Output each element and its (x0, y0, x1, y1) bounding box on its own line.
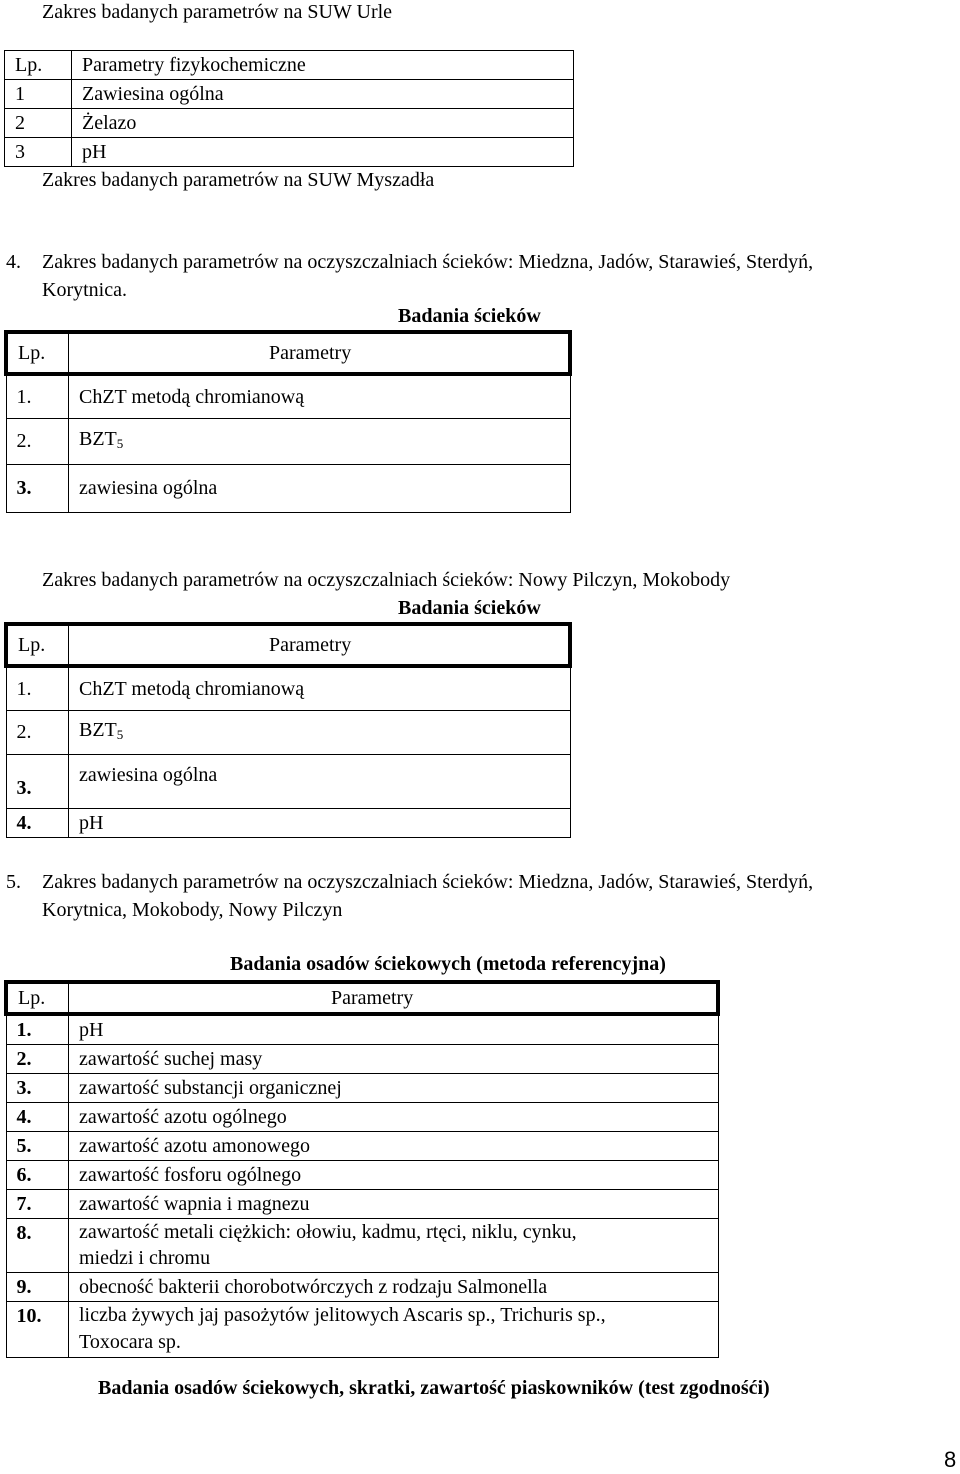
lp-header: Lp. (5, 51, 72, 80)
param-cell: Zawiesina ogólna (72, 80, 574, 109)
section-4b-caption: Badania ścieków (398, 597, 541, 619)
lp-header: Lp. (6, 982, 69, 1014)
lp-cell: 3. (6, 464, 69, 512)
lp-header: Lp. (6, 624, 69, 666)
param-cell: obecność bakterii chorobotwórczych z rodzaju Salmonella (69, 1273, 719, 1302)
page-number: 8 (944, 1447, 957, 1472)
param-cell: zawartość wapnia i magnezu (69, 1190, 719, 1219)
lp-cell: 2 (5, 109, 72, 138)
param-cell: zawartość fosforu ogólnego (69, 1161, 719, 1190)
footer-caption: Badania osadów ściekowych, skratki, zawartość piaskowników (test zgodnośći) (98, 1377, 770, 1399)
section-5-title-line2: Korytnica, Mokobody, Nowy Pilczyn (42, 899, 343, 921)
lp-cell: 3 (5, 138, 72, 167)
lp-cell: 2. (6, 710, 69, 754)
section-4-title-line1: Zakres badanych parametrów na oczyszczalniach ścieków: Miedzna, Jadów, Starawieś, Sterdyń, (42, 251, 814, 273)
param-cell: zawartość suchej masy (69, 1045, 719, 1074)
lp-cell: 3. (6, 754, 69, 808)
param-header: Parametry (69, 624, 571, 666)
section-4-title-line2: Korytnica. (42, 279, 127, 301)
section-5-number: 5. (6, 871, 21, 893)
lp-cell: 3. (6, 1074, 69, 1103)
param-cell: $BZT_5$ (69, 710, 571, 754)
param-cell: zawiesina ogólna (69, 464, 571, 512)
lp-cell: 1. (6, 666, 69, 710)
lp-cell: 1. (6, 1014, 69, 1045)
lp-header: Lp. (6, 332, 69, 374)
param-cell: pH (69, 1014, 719, 1045)
lp-cell: 1 (5, 80, 72, 109)
param-cell: ChZT metodą chromianową (69, 374, 571, 418)
param-cell: zawartość substancji organicznej (69, 1074, 719, 1103)
section-4-table (4, 330, 572, 513)
suw-urle-table (4, 50, 574, 167)
param-cell: pH (69, 808, 571, 837)
lp-cell: 5. (6, 1132, 69, 1161)
lp-cell: 8. (6, 1219, 69, 1273)
param-header: Parametry (69, 982, 719, 1014)
param-cell: zawartość metali ciężkich: ołowiu, kadmu, rtęci, niklu, cynku, miedzi i chromu (69, 1219, 719, 1273)
section-5-title-line1: Zakres badanych parametrów na oczyszczalniach ścieków: Miedzna, Jadów, Starawieś, Sterdyń, (42, 871, 814, 893)
lp-cell: 6. (6, 1161, 69, 1190)
param-cell: $BZT_5$ (69, 418, 571, 464)
suw-myszadla-title: Zakres badanych parametrów na SUW Myszadła (42, 169, 435, 191)
section-4-number: 4. (6, 251, 21, 273)
lp-cell: 2. (6, 1045, 69, 1074)
param-cell: zawartość azotu amonowego (69, 1132, 719, 1161)
lp-cell: 9. (6, 1273, 69, 1302)
section-4-caption: Badania ścieków (398, 305, 541, 327)
lp-cell: 2. (6, 418, 69, 464)
param-cell: zawiesina ogólna (69, 754, 571, 808)
section-4b-table (4, 622, 572, 838)
section-5-caption: Badania osadów ściekowych (metoda referencyjna) (230, 953, 666, 975)
param-cell: pH (72, 138, 574, 167)
lp-cell: 7. (6, 1190, 69, 1219)
param-cell: zawartość azotu ogólnego (69, 1103, 719, 1132)
lp-cell: 10. (6, 1302, 69, 1358)
param-cell: ChZT metodą chromianową (69, 666, 571, 710)
param-header: Parametry fizykochemiczne (72, 51, 574, 80)
param-header: Parametry (69, 332, 571, 374)
param-cell: liczba żywych jaj pasożytów jelitowych Ascaris sp., Trichuris sp., Toxocara sp. (69, 1302, 719, 1358)
param-cell: Żelazo (72, 109, 574, 138)
suw-urle-title: Zakres badanych parametrów na SUW Urle (42, 1, 393, 23)
section-4b-title: Zakres badanych parametrów na oczyszczalniach ścieków: Nowy Pilczyn, Mokobody (42, 569, 731, 591)
lp-cell: 4. (6, 808, 69, 837)
lp-cell: 4. (6, 1103, 69, 1132)
section-5-table (4, 980, 720, 1358)
lp-cell: 1. (6, 374, 69, 418)
